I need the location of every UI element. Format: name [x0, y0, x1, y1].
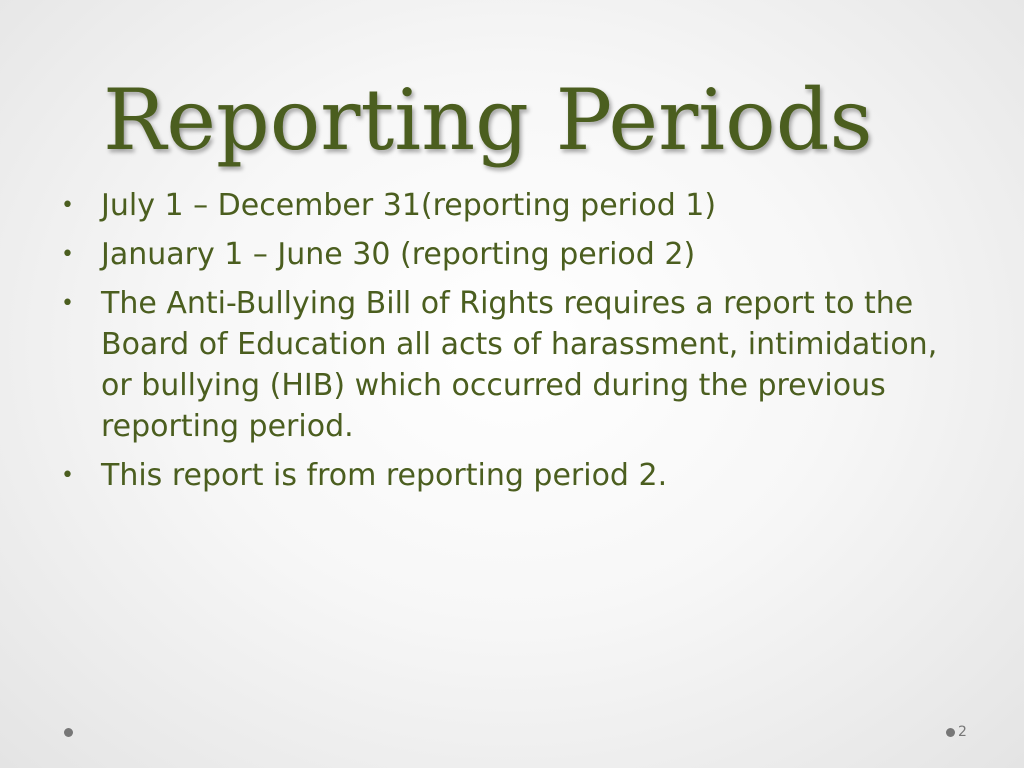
bullet-text: January 1 – June 30 (reporting period 2) [101, 237, 696, 272]
bullet-item [55, 234, 960, 275]
bullet-item [55, 283, 960, 447]
bullet-dot-icon: • [61, 463, 74, 488]
bullet-item [55, 185, 960, 226]
page-number: 2 [958, 724, 967, 740]
bullet-list [55, 185, 960, 504]
footer-dot-right-icon [946, 728, 955, 737]
bullet-text: This report is from reporting period 2. [101, 458, 668, 493]
bullet-dot-icon: • [61, 291, 74, 316]
bullet-text: The Anti-Bullying Bill of Rights requires a report to the Board of Education all acts of harassment, intimidation, or bullying (HIB) which occurred during the previous reporting period. [101, 286, 938, 444]
bullet-text: July 1 – December 31(reporting period 1) [101, 188, 717, 223]
bullet-item [55, 455, 960, 496]
bullet-dot-icon: • [61, 193, 74, 218]
slide-title: Reporting Periods [103, 71, 873, 169]
bullet-dot-icon: • [61, 242, 74, 267]
footer-dot-left-icon [64, 728, 73, 737]
